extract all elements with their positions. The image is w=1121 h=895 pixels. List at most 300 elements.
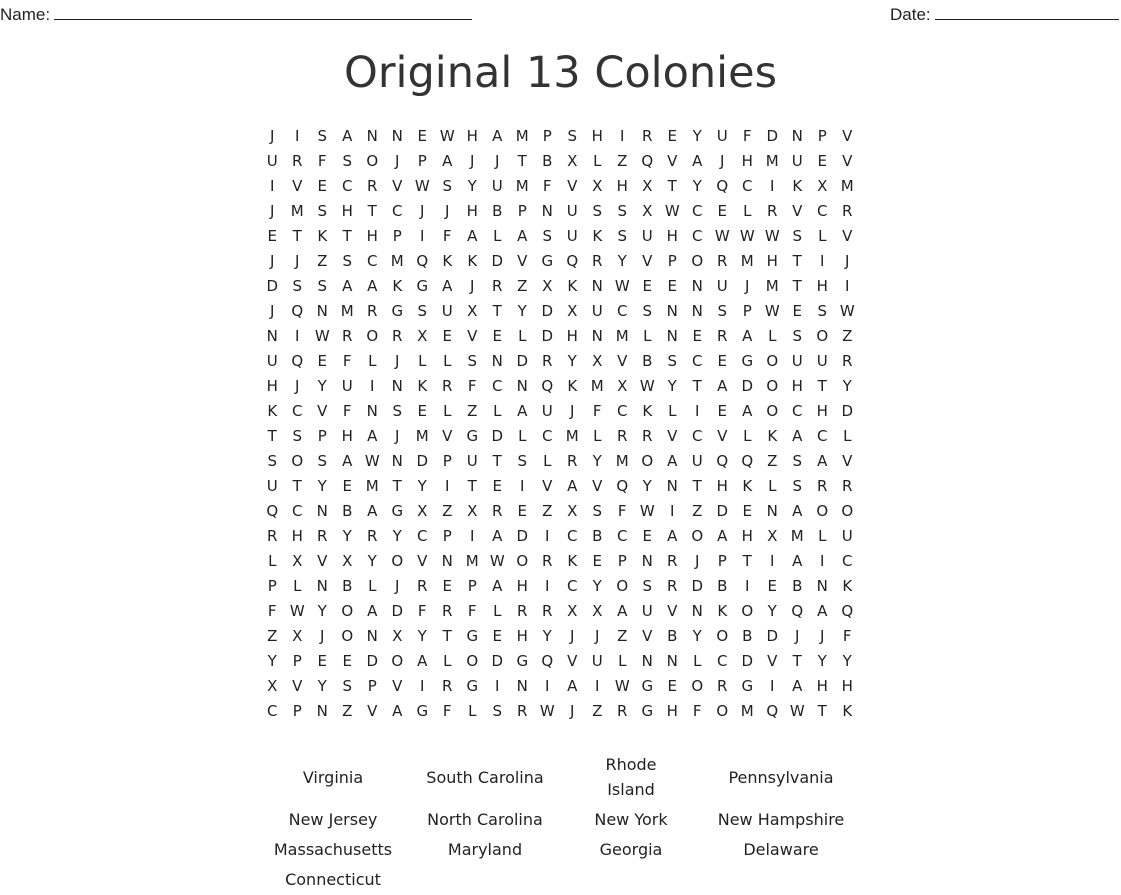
grid-letter: H: [716, 477, 729, 495]
grid-letter: G: [541, 252, 554, 270]
grid-row: [260, 449, 860, 474]
grid-letter: T: [267, 427, 278, 445]
grid-letter: K: [267, 402, 278, 420]
grid-letter: R: [442, 602, 453, 620]
grid-letter: L: [593, 152, 602, 170]
grid-letter: X: [342, 552, 353, 570]
grid-letter: Y: [592, 577, 603, 595]
grid-letter: E: [792, 302, 803, 320]
grid-letter: N: [591, 327, 604, 345]
grid-letter: F: [267, 602, 278, 620]
grid-letter: K: [717, 602, 728, 620]
grid-letter: P: [542, 127, 553, 145]
grid-letter: R: [542, 552, 553, 570]
grid-letter: Q: [416, 252, 429, 270]
grid-letter: I: [545, 527, 550, 545]
grid-letter: S: [517, 452, 528, 470]
grid-letter: W: [489, 552, 506, 570]
grid-letter: J: [270, 202, 275, 220]
grid-letter: N: [641, 652, 654, 670]
grid-letter: V: [617, 352, 628, 370]
grid-letter: I: [845, 277, 850, 295]
grid-letter: O: [391, 552, 404, 570]
grid-letter: T: [392, 477, 403, 495]
grid-row: [260, 324, 860, 349]
grid-letter: L: [593, 427, 602, 445]
grid-letter: L: [768, 327, 777, 345]
grid-letter: R: [642, 127, 653, 145]
grid-letter: U: [541, 402, 554, 420]
grid-letter: K: [767, 427, 778, 445]
grid-letter: H: [341, 427, 354, 445]
grid-letter: A: [717, 527, 728, 545]
grid-letter: R: [592, 252, 603, 270]
grid-letter: U: [716, 127, 729, 145]
grid-letter: V: [667, 427, 678, 445]
grid-letter: A: [517, 227, 528, 245]
grid-letter: D: [516, 527, 529, 545]
grid-letter: G: [641, 702, 654, 720]
grid-letter: I: [370, 377, 375, 395]
grid-letter: W: [289, 602, 306, 620]
grid-letter: P: [617, 552, 628, 570]
grid-letter: H: [816, 277, 829, 295]
grid-letter: Y: [692, 127, 703, 145]
grid-letter: M: [515, 127, 530, 145]
grid-letter: T: [667, 177, 678, 195]
grid-letter: B: [667, 627, 678, 645]
grid-letter: E: [642, 527, 653, 545]
grid-letter: H: [591, 127, 604, 145]
grid-letter: G: [741, 677, 754, 695]
grid-row: [260, 399, 860, 424]
grid-letter: Y: [767, 602, 778, 620]
grid-letter: O: [291, 452, 304, 470]
grid-letter: R: [567, 452, 578, 470]
grid-letter: J: [395, 352, 400, 370]
grid-letter: N: [516, 677, 529, 695]
grid-letter: A: [742, 402, 753, 420]
grid-letter: U: [691, 452, 704, 470]
grid-letter: A: [617, 602, 628, 620]
grid-letter: L: [543, 452, 552, 470]
grid-letter: J: [270, 252, 275, 270]
name-line[interactable]: [54, 3, 472, 20]
grid-letter: C: [692, 227, 703, 245]
grid-letter: M: [740, 252, 755, 270]
grid-letter: E: [717, 402, 728, 420]
grid-letter: W: [439, 127, 456, 145]
grid-letter: R: [767, 202, 778, 220]
grid-letter: U: [466, 452, 479, 470]
grid-letter: F: [592, 402, 603, 420]
grid-letter: S: [592, 202, 603, 220]
grid-letter: R: [492, 502, 503, 520]
grid-letter: E: [317, 177, 328, 195]
grid-letter: Q: [716, 452, 729, 470]
grid-letter: A: [567, 477, 578, 495]
grid-letter: P: [292, 702, 303, 720]
grid-letter: V: [317, 402, 328, 420]
grid-letter: Z: [267, 627, 278, 645]
grid-letter: C: [617, 302, 628, 320]
grid-letter: M: [790, 527, 805, 545]
grid-letter: U: [591, 302, 604, 320]
grid-letter: Z: [617, 627, 628, 645]
grid-letter: J: [820, 627, 825, 645]
grid-letter: E: [642, 277, 653, 295]
date-line[interactable]: [935, 3, 1119, 20]
grid-letter: L: [618, 652, 627, 670]
grid-letter: O: [366, 327, 379, 345]
grid-letter: Y: [317, 377, 328, 395]
word-bank-item: Connecticut: [285, 870, 381, 889]
grid-letter: W: [639, 377, 656, 395]
grid-letter: R: [842, 202, 853, 220]
grid-letter: J: [845, 252, 850, 270]
grid-letter: S: [442, 177, 453, 195]
grid-row: [260, 149, 860, 174]
grid-letter: N: [766, 502, 779, 520]
grid-letter: S: [792, 452, 803, 470]
grid-row: [260, 124, 860, 149]
grid-letter: C: [392, 202, 403, 220]
grid-letter: U: [716, 277, 729, 295]
grid-letter: X: [592, 177, 603, 195]
grid-letter: H: [816, 402, 829, 420]
grid-letter: I: [420, 677, 425, 695]
grid-letter: D: [516, 352, 529, 370]
grid-letter: W: [639, 502, 656, 520]
grid-letter: M: [615, 452, 630, 470]
grid-letter: L: [368, 352, 377, 370]
grid-letter: A: [367, 502, 378, 520]
grid-letter: J: [420, 202, 425, 220]
grid-letter: X: [592, 352, 603, 370]
grid-row: [260, 499, 860, 524]
grid-letter: S: [792, 477, 803, 495]
grid-letter: F: [442, 227, 453, 245]
grid-letter: Q: [766, 702, 779, 720]
grid-letter: A: [667, 452, 678, 470]
puzzle-grid: [260, 124, 860, 724]
grid-letter: G: [516, 652, 529, 670]
grid-letter: H: [741, 152, 754, 170]
grid-letter: A: [492, 527, 503, 545]
grid-letter: A: [517, 402, 528, 420]
grid-letter: R: [717, 252, 728, 270]
grid-letter: S: [717, 302, 728, 320]
grid-letter: Y: [667, 377, 678, 395]
grid-letter: K: [592, 227, 603, 245]
grid-letter: S: [617, 202, 628, 220]
grid-letter: I: [545, 577, 550, 595]
grid-letter: Z: [342, 702, 353, 720]
grid-row: [260, 524, 860, 549]
grid-letter: C: [692, 202, 703, 220]
grid-letter: S: [392, 402, 403, 420]
grid-letter: P: [442, 527, 453, 545]
grid-letter: H: [741, 527, 754, 545]
grid-letter: B: [642, 352, 653, 370]
grid-letter: R: [542, 602, 553, 620]
grid-letter: B: [717, 577, 728, 595]
grid-letter: S: [467, 352, 478, 370]
grid-row: [260, 374, 860, 399]
grid-letter: M: [765, 152, 780, 170]
name-label: Name:: [0, 5, 51, 24]
grid-letter: E: [742, 502, 753, 520]
grid-letter: K: [417, 377, 428, 395]
grid-letter: T: [442, 627, 453, 645]
grid-letter: E: [492, 327, 503, 345]
grid-letter: D: [766, 127, 779, 145]
grid-letter: Y: [517, 302, 528, 320]
grid-letter: Y: [817, 652, 828, 670]
grid-letter: A: [492, 127, 503, 145]
grid-letter: R: [517, 702, 528, 720]
grid-letter: Z: [317, 252, 328, 270]
grid-letter: I: [770, 677, 775, 695]
grid-letter: U: [791, 352, 804, 370]
grid-letter: Q: [791, 602, 804, 620]
grid-letter: Z: [542, 502, 553, 520]
grid-letter: K: [842, 702, 853, 720]
grid-letter: J: [395, 577, 400, 595]
name-field[interactable]: [0, 3, 472, 25]
grid-letter: M: [615, 327, 630, 345]
grid-letter: B: [342, 502, 353, 520]
grid-letter: C: [817, 202, 828, 220]
grid-letter: W: [614, 277, 631, 295]
grid-letter: T: [367, 202, 378, 220]
grid-letter: C: [417, 527, 428, 545]
grid-letter: X: [392, 627, 403, 645]
grid-letter: R: [517, 602, 528, 620]
grid-letter: X: [292, 552, 303, 570]
grid-letter: X: [592, 602, 603, 620]
grid-letter: H: [766, 252, 779, 270]
grid-letter: B: [742, 627, 753, 645]
grid-letter: D: [766, 627, 779, 645]
grid-letter: N: [816, 577, 829, 595]
grid-letter: A: [367, 602, 378, 620]
grid-letter: Y: [842, 377, 853, 395]
grid-letter: N: [791, 127, 804, 145]
grid-letter: T: [817, 377, 828, 395]
grid-letter: X: [567, 152, 578, 170]
grid-letter: K: [792, 177, 803, 195]
grid-letter: R: [717, 327, 728, 345]
grid-letter: V: [417, 552, 428, 570]
grid-letter: O: [391, 652, 404, 670]
grid-letter: I: [295, 327, 300, 345]
grid-letter: K: [317, 227, 328, 245]
grid-letter: L: [493, 227, 502, 245]
grid-letter: G: [416, 702, 429, 720]
grid-letter: X: [467, 302, 478, 320]
grid-letter: U: [641, 602, 654, 620]
grid-letter: T: [792, 277, 803, 295]
grid-letter: R: [442, 677, 453, 695]
grid-letter: J: [795, 627, 800, 645]
grid-letter: B: [342, 577, 353, 595]
grid-letter: D: [691, 577, 704, 595]
grid-letter: N: [516, 377, 529, 395]
grid-letter: C: [292, 402, 303, 420]
grid-letter: E: [492, 627, 503, 645]
grid-letter: X: [567, 502, 578, 520]
grid-letter: E: [342, 652, 353, 670]
grid-letter: C: [717, 652, 728, 670]
grid-letter: A: [492, 577, 503, 595]
grid-letter: C: [267, 702, 278, 720]
grid-letter: K: [642, 402, 653, 420]
grid-letter: N: [366, 127, 379, 145]
grid-letter: O: [816, 327, 829, 345]
grid-letter: N: [641, 552, 654, 570]
grid-letter: B: [792, 577, 803, 595]
grid-letter: J: [395, 427, 400, 445]
grid-letter: S: [267, 452, 278, 470]
grid-letter: L: [468, 702, 477, 720]
grid-letter: X: [417, 502, 428, 520]
word-bank-item: New Jersey: [288, 810, 378, 829]
grid-letter: C: [742, 177, 753, 195]
grid-letter: O: [816, 502, 829, 520]
grid-letter: L: [443, 652, 452, 670]
grid-letter: L: [743, 427, 752, 445]
grid-letter: V: [717, 427, 728, 445]
grid-letter: A: [792, 502, 803, 520]
grid-letter: P: [717, 552, 728, 570]
date-field[interactable]: [890, 3, 1119, 25]
word-bank-item: New York: [594, 810, 668, 829]
grid-letter: A: [667, 527, 678, 545]
grid-letter: D: [491, 252, 504, 270]
grid-letter: L: [818, 227, 827, 245]
grid-letter: C: [292, 502, 303, 520]
grid-letter: L: [443, 402, 452, 420]
grid-row: [260, 474, 860, 499]
grid-letter: V: [292, 677, 303, 695]
grid-letter: E: [267, 227, 278, 245]
grid-letter: Y: [392, 527, 403, 545]
grid-letter: S: [342, 252, 353, 270]
grid-letter: T: [742, 552, 753, 570]
grid-letter: S: [317, 202, 328, 220]
grid-letter: L: [268, 552, 277, 570]
grid-letter: M: [340, 302, 355, 320]
grid-letter: M: [565, 427, 580, 445]
grid-letter: O: [766, 377, 779, 395]
grid-letter: F: [842, 627, 853, 645]
grid-letter: Z: [467, 402, 478, 420]
grid-letter: N: [316, 502, 329, 520]
grid-letter: O: [341, 627, 354, 645]
grid-letter: L: [493, 602, 502, 620]
word-bank-item: Georgia: [599, 840, 663, 859]
grid-letter: I: [470, 527, 475, 545]
grid-letter: B: [542, 152, 553, 170]
grid-letter: P: [442, 452, 453, 470]
grid-letter: Y: [367, 552, 378, 570]
grid-letter: J: [270, 302, 275, 320]
grid-letter: E: [667, 127, 678, 145]
grid-letter: W: [789, 702, 806, 720]
grid-letter: P: [817, 127, 828, 145]
grid-letter: W: [414, 177, 431, 195]
grid-letter: Y: [417, 627, 428, 645]
grid-letter: A: [792, 552, 803, 570]
grid-row: [260, 649, 860, 674]
grid-letter: H: [616, 177, 629, 195]
grid-letter: D: [391, 602, 404, 620]
grid-row: [260, 199, 860, 224]
grid-letter: J: [695, 552, 700, 570]
grid-letter: C: [542, 427, 553, 445]
grid-letter: E: [442, 577, 453, 595]
grid-letter: J: [595, 627, 600, 645]
grid-letter: K: [442, 252, 453, 270]
grid-letter: S: [317, 277, 328, 295]
grid-letter: W: [314, 327, 331, 345]
grid-letter: Z: [517, 277, 528, 295]
word-bank-item: Delaware: [743, 840, 819, 859]
grid-letter: L: [768, 477, 777, 495]
grid-letter: I: [270, 177, 275, 195]
grid-letter: I: [620, 127, 625, 145]
grid-letter: O: [466, 652, 479, 670]
grid-letter: Q: [291, 302, 304, 320]
grid-letter: Q: [616, 477, 629, 495]
grid-letter: V: [292, 177, 303, 195]
grid-letter: S: [792, 327, 803, 345]
grid-letter: D: [266, 277, 279, 295]
grid-letter: R: [367, 177, 378, 195]
grid-letter: Y: [267, 652, 278, 670]
grid-letter: N: [541, 202, 554, 220]
grid-letter: W: [714, 227, 731, 245]
grid-letter: L: [843, 427, 852, 445]
grid-letter: P: [292, 652, 303, 670]
grid-letter: X: [567, 602, 578, 620]
grid-letter: N: [491, 352, 504, 370]
grid-letter: W: [664, 202, 681, 220]
grid-letter: B: [492, 202, 503, 220]
grid-letter: T: [492, 302, 503, 320]
grid-letter: E: [417, 402, 428, 420]
grid-letter: K: [467, 252, 478, 270]
grid-row: [260, 674, 860, 699]
grid-letter: L: [493, 402, 502, 420]
grid-letter: I: [770, 177, 775, 195]
grid-letter: L: [518, 327, 527, 345]
grid-letter: R: [842, 352, 853, 370]
grid-letter: L: [368, 577, 377, 595]
grid-letter: D: [541, 302, 554, 320]
grid-letter: R: [617, 427, 628, 445]
grid-letter: M: [765, 277, 780, 295]
grid-letter: V: [567, 652, 578, 670]
grid-letter: V: [842, 127, 853, 145]
grid-letter: F: [542, 177, 553, 195]
word-bank-item: Maryland: [447, 840, 523, 859]
grid-letter: I: [520, 477, 525, 495]
grid-letter: V: [392, 677, 403, 695]
grid-row: [260, 599, 860, 624]
grid-letter: I: [545, 677, 550, 695]
